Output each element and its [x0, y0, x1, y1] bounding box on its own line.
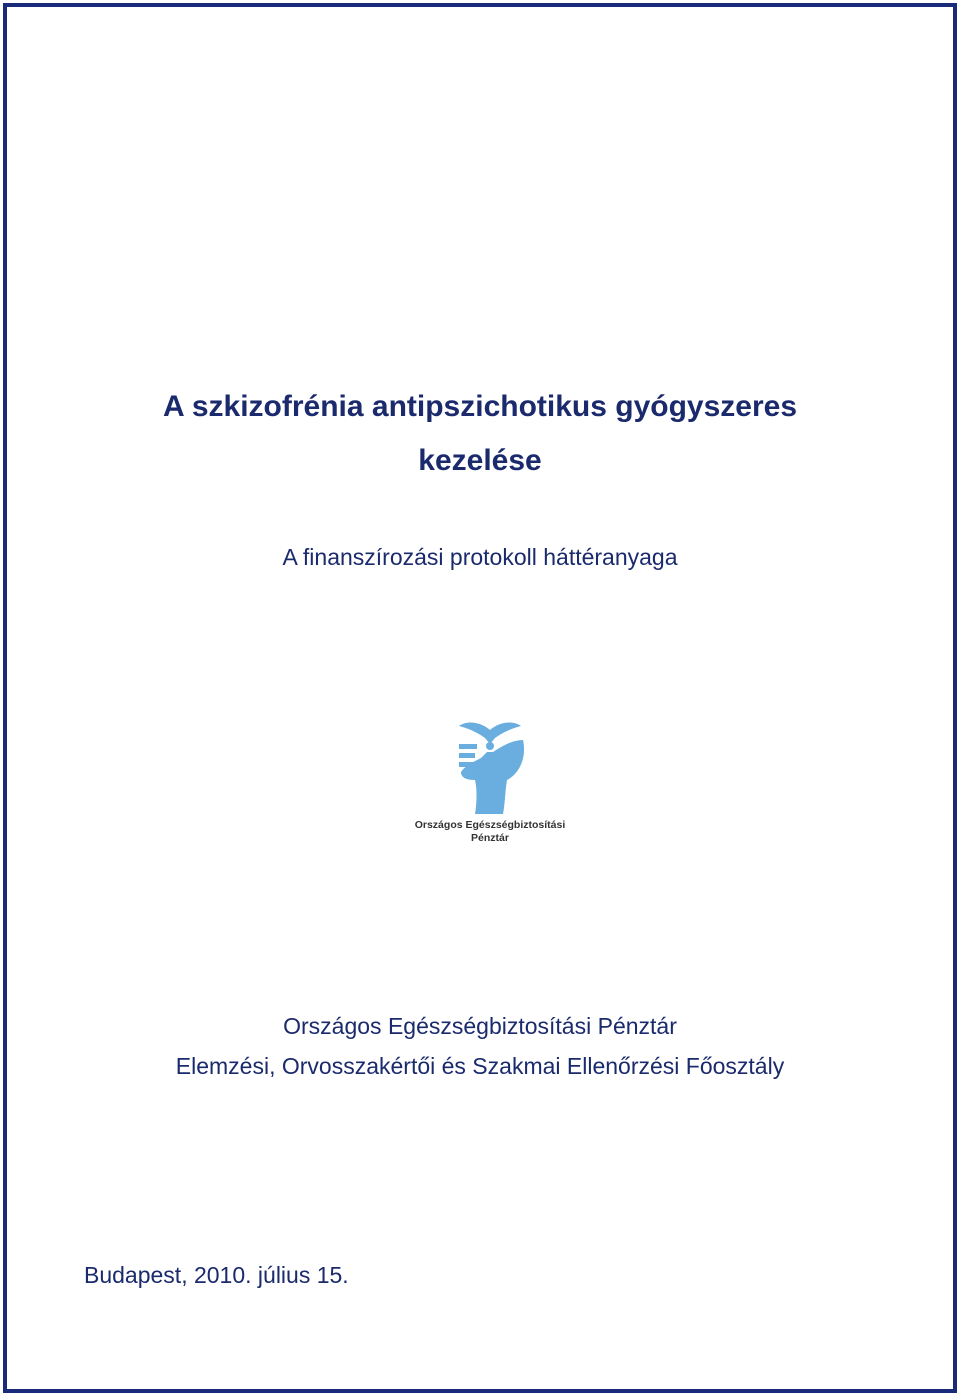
document-subtitle: A finanszírozási protokoll háttéranyaga: [282, 544, 678, 570]
organization-name: Országos Egészségbiztosítási Pénztár: [283, 1013, 677, 1039]
oep-bird-logo-icon: [459, 723, 524, 814]
title-line-1: A szkizofrénia antipszichotikus gyógyszeres: [162, 390, 798, 423]
oep-logo: [415, 718, 565, 848]
place-date: Budapest, 2010. július 15.: [84, 1262, 349, 1288]
document-title: [0, 380, 960, 488]
logo-text-line-2: Pénztár: [471, 832, 509, 844]
page-border: [3, 3, 957, 1393]
title-line-2: kezelése: [418, 444, 542, 477]
logo-text-line-1: Országos Egészségbiztosítási: [415, 819, 565, 831]
department-name: Elemzési, Orvosszakértői és Szakmai Ellenőrzési Főosztály: [175, 1053, 785, 1079]
organization-block: [0, 1006, 960, 1086]
